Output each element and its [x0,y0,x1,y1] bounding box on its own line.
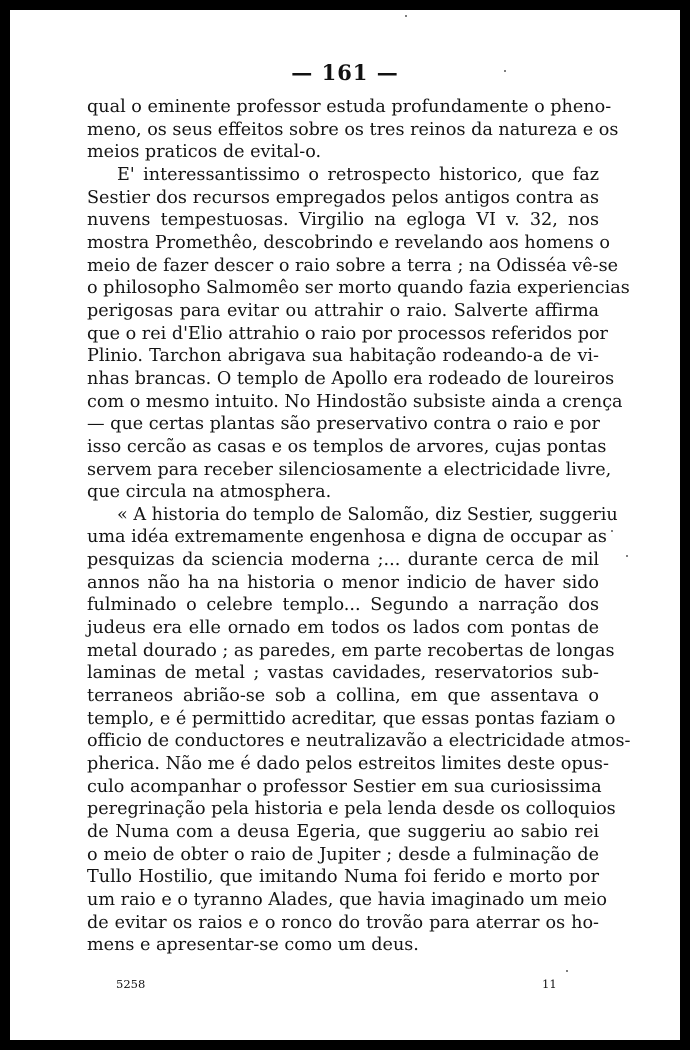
text-line: que circula na atmosphera. [87,482,332,503]
text-line: officio de conductores e neutralizavão a electricidade atmos- [87,731,631,752]
text-line: isso cercão as casas e os templos de arvores, cujas pontas [87,436,607,457]
text-line: um raio e o tyranno Alades, que havia imaginado um meio [87,889,607,910]
text-line: fulminado o celebre templo... Segundo a narração dos [87,595,599,616]
text-line: laminas de metal ; vastas cavidades, reservatorios sub- [87,663,599,684]
text-line: Sestier dos recursos empregados pelos antigos contra as [87,187,599,208]
text-line: metal dourado ; as paredes, em parte recobertas de longas [87,640,615,661]
text-line: perigosas para evitar ou attrahir o raio. Salverte affirma [87,300,599,321]
book-page [10,10,680,1040]
text-line: pherica. Não me é dado pelos estreitos limites deste opus- [87,754,609,775]
text-line: — que certas plantas são preservativo contra o raio e por [87,414,600,435]
text-line: qual o eminente professor estuda profundamente o pheno- [87,97,612,117]
text-line: uma idéa extremamente engenhosa e digna de occupar as [87,527,607,548]
text-line: nhas brancas. O templo de Apollo era rodeado de loureiros [87,368,615,389]
text-line: pesquizas da sciencia moderna ;... durante cerca de mil [87,550,599,571]
text-line: E' interessantissimo o retrospecto historico, que faz [117,164,599,185]
text-line: meio de fazer descer o raio sobre a terra ; na Odisséa vê-se [87,255,619,276]
text-line: mostra Promethêo, descobrindo e revelando aos homens o [87,232,610,253]
text-line: nuvens tempestuosas. Virgilio na egloga VI v. 32, nos [87,210,599,231]
text-line: Plinio. Tarchon abrigava sua habitação rodeando-a de vi- [87,346,599,367]
text-line: de evitar os raios e o ronco do trovão para aterrar os ho- [87,912,599,933]
scan-speck [504,70,506,72]
text-line: servem para receber silenciosamente a electricidade livre, [87,459,612,480]
text-line: templo, e é permittido acreditar, que essas pontas faziam o [87,708,616,729]
text-line: de Numa com a deusa Egeria, que suggeriu ao sabio rei [87,822,599,842]
text-line: peregrinação pela historia e pela lenda desde os colloquios [87,799,616,820]
signature-mark: 5258 [116,977,146,991]
text-line: o philosopho Salmomêo ser morto quando fazia experiencias [87,278,630,299]
scan-speck [566,970,568,972]
text-line: Tullo Hostilio, que imitando Numa foi ferido e morto por [87,867,599,888]
scan-speck [405,15,407,17]
text-line: o meio de obter o raio de Jupiter ; desde a fulminação de [87,844,599,865]
scan-speck [611,530,613,532]
text-line: meno, os seus effeitos sobre os tres reinos da natureza e os [87,119,619,140]
text-line: terraneos abrião-se sob a collina, em que assentava o [87,686,599,707]
page-number: — 161 — [291,60,399,85]
sheet-number: 11 [542,977,557,991]
scan-speck [626,555,628,557]
text-line: que o rei d'Elio attrahio o raio por processos referidos por [87,323,608,344]
body-text [87,96,631,957]
text-line: annos não ha na historia o menor indicio de haver sido [87,572,599,593]
text-line: judeus era elle ornado em todos os lados com pontas de [87,618,599,639]
text-line: com o mesmo intuito. No Hindostão subsiste ainda a crença [87,391,623,412]
text-line: mens e apresentar-se como um deus. [87,935,419,956]
text-line: culo acompanhar o professor Sestier em sua curiosissima [87,776,602,797]
text-line: « A historia do templo de Salomão, diz Sestier, suggeriu [117,504,618,525]
text-line: meios praticos de evital-o. [87,142,322,163]
